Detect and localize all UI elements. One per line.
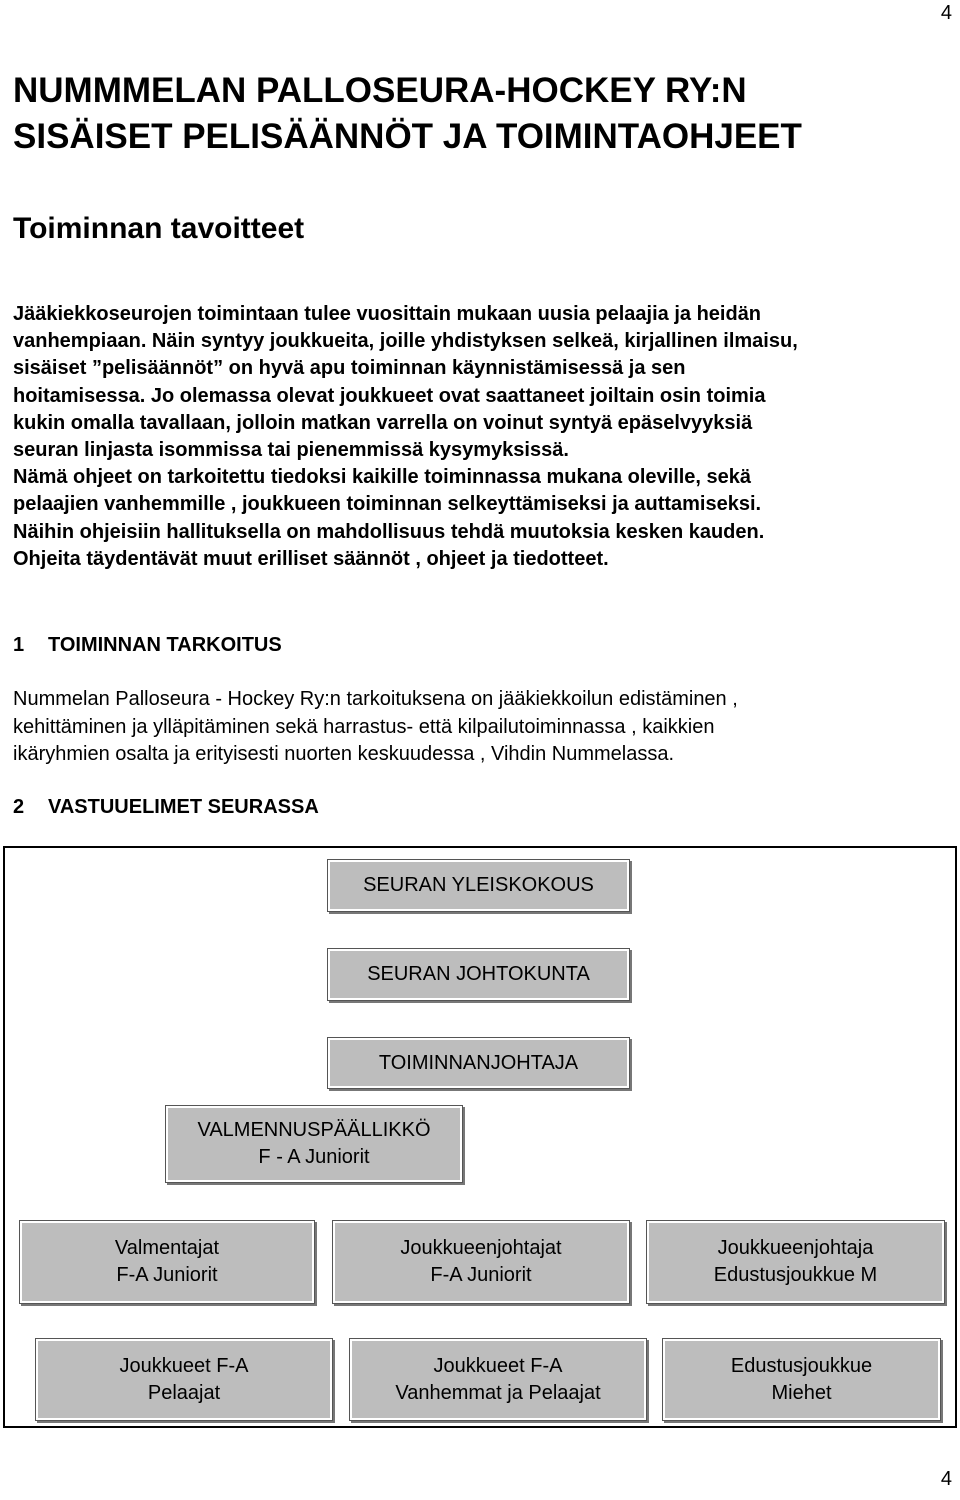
intro-line: hoitamisessa. Jo olemassa olevat joukkueet ovat saattaneet joiltain osin toimia [13,384,766,407]
org-label: Joukkueet F-A [433,1354,563,1377]
org-box-teams-players [36,1339,332,1420]
org-label: Miehet [771,1381,832,1404]
intro-line: Ohjeita täydentävät muut erilliset säännöt , ohjeet ja tiedotteet. [13,547,609,570]
org-label: F-A Juniorit [116,1264,218,1286]
org-label: Edustusjoukkue M [713,1264,878,1286]
org-box-board [328,949,629,1000]
document-title-line-2: SISÄISET PELISÄÄNNÖT JA TOIMINTAOHJEET [13,117,802,156]
section-1-title: TOIMINNAN TARKOITUS [48,634,282,656]
intro-line: seuran linjasta isommissa tai pienemmissä kysymyksissä. [13,439,569,462]
org-box-representative-team [663,1339,940,1420]
section-1-body [13,686,948,769]
intro-paragraph [13,301,948,573]
org-label: SEURAN YLEISKOKOUS [363,874,594,896]
section-2-title: VASTUUELIMET SEURASSA [48,796,319,818]
document-title-line-1: NUMMMELAN PALLOSEURA-HOCKEY RY:N [13,71,747,110]
intro-line: vanhempiaan. Näin syntyy joukkueita, joille yhdistyksen selkeä, kirjallinen ilmaisu, [13,330,798,353]
section-1-line: Nummelan Palloseura - Hockey Ry:n tarkoituksena on jääkiekkoilun edistäminen , [13,688,738,710]
org-box-coaches [20,1221,314,1303]
org-label: VALMENNUSPÄÄLLIKKÖ [197,1119,431,1141]
org-box-team-managers [333,1221,629,1303]
org-box-coaching-head [166,1106,462,1182]
org-box-representative-manager [647,1221,944,1303]
section-1-heading [13,632,282,658]
org-label: Pelaajat [147,1381,221,1404]
org-label: Edustusjoukkue [730,1354,873,1377]
intro-line: pelaajien vanhemmille , joukkueen toiminnan selkeyttämiseksi ja auttamiseksi. [13,493,762,516]
intro-line: sisäiset ”pelisäännöt” on hyvä apu toiminnan käynnistämisessä ja sen [13,357,686,380]
intro-line: Näihin ohjeisiin hallituksella on mahdollisuus tehdä muutoksia kesken kauden. [13,520,765,543]
goals-heading: Toiminnan tavoitteet [13,212,305,245]
page-number-top: 4 [940,2,952,24]
document-title [13,68,948,160]
org-chart [3,846,957,1428]
intro-line: Nämä ohjeet on tarkoitettu tiedoksi kaikille toiminnassa mukana oleville, sekä [13,466,752,489]
org-label: Joukkueet F-A [119,1354,249,1377]
section-1-line: kehittäminen ja ylläpitäminen sekä harrastus- että kilpailutoiminnassa , kaikkien [13,715,715,738]
org-label: TOIMINNANJOHTAJA [378,1051,579,1074]
section-1-line: ikäryhmien osalta ja erityisesti nuorten keskuudessa , Vihdin Nummelassa. [13,743,675,765]
org-label: Vanhemmat ja Pelaajat [395,1381,601,1404]
section-2-number: 2 [13,796,25,818]
org-label: Joukkueenjohtaja [717,1237,874,1259]
section-1-number: 1 [13,634,25,656]
section-2-heading [13,794,319,820]
page-number-bottom: 4 [940,1468,952,1490]
intro-line: kukin omalla tavallaan, jolloin matkan varrella on voinut syntyä epäselvyyksiä [13,411,753,434]
org-box-operations-manager [328,1038,629,1088]
org-box-teams-parents [350,1339,646,1420]
intro-line: Jääkiekkoseurojen toimintaan tulee vuosittain mukaan uusia pelaajia ja heidän [13,303,762,325]
org-label: SEURAN JOHTOKUNTA [367,963,590,985]
org-label: Joukkueenjohtajat [400,1237,562,1259]
org-label: Valmentajat [114,1237,220,1259]
org-box-general-meeting [328,860,629,911]
org-label: F - A Juniorit [258,1146,370,1168]
org-label: F-A Juniorit [430,1264,532,1286]
